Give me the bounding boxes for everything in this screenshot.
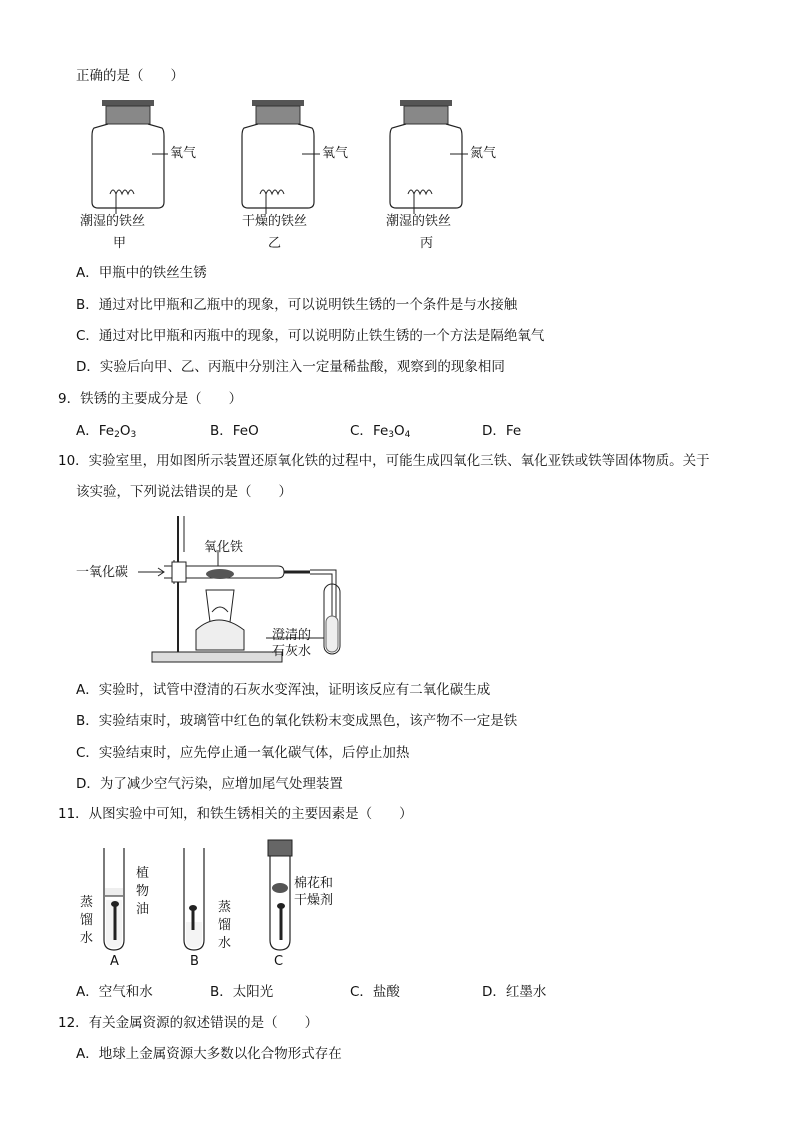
tube-a-label: A (110, 954, 119, 969)
q10-apparatus-figure (78, 512, 368, 670)
q11-stem: 11．从图实验中可知，和铁生锈相关的主要因素是（ ） (58, 806, 413, 822)
q9-stem: 9．铁锈的主要成分是（ ） (58, 391, 243, 407)
q10-option-a: A．实验时，试管中澄清的石灰水变浑浊，证明该反应有二氧化碳生成 (76, 682, 491, 698)
tube-c-agent-label-1: 棉花和 (294, 876, 334, 891)
q9-option-d: D．Fe (482, 423, 522, 439)
tube-a (104, 848, 124, 950)
q10-limewater-label-1: 澄清的 (272, 628, 312, 643)
q12-stem: 12．有关金属资源的叙述错误的是（ ） (58, 1015, 319, 1031)
bottle-bing-gas: 氮气 (470, 146, 497, 161)
tube-b-label: B (190, 954, 199, 969)
bottle-jia-gas: 氧气 (170, 146, 197, 161)
tube-a-water-label-3: 水 (80, 931, 94, 946)
bottle-yi (242, 100, 320, 214)
tube-a-water-label-1: 蒸 (80, 895, 94, 910)
q9-option-a: A．$Fe_2O_3$ (76, 423, 137, 440)
q10-limewater-label-2: 石灰水 (272, 644, 312, 659)
q10-stem-line1: 10．实验室里，用如图所示装置还原氧化铁的过程中，可能生成四氧化三铁、氧化亚铁或铁等固体物质。关于 (58, 453, 710, 469)
bottle-jia-name: 甲 (113, 236, 127, 251)
tube-a-oil-label-1: 植 (136, 866, 150, 881)
q10-option-c: C．实验结束时，应先停止通一氧化碳气体，后停止加热 (76, 745, 410, 761)
tube-c-label: C (274, 954, 284, 969)
q11-option-b: B．太阳光 (210, 984, 274, 1000)
tube-c (268, 840, 292, 950)
q8-option-c: C．通过对比甲瓶和丙瓶中的现象，可以说明防止铁生锈的一个方法是隔绝氧气 (76, 328, 545, 344)
bottle-yi-name: 乙 (268, 236, 282, 251)
bottle-yi-wire: 干燥的铁丝 (242, 214, 308, 229)
bottle-jia-wire: 潮湿的铁丝 (80, 214, 146, 229)
q8-option-b: B．通过对比甲瓶和乙瓶中的现象，可以说明铁生锈的一个条件是与水接触 (76, 297, 518, 313)
bottle-jia (92, 100, 168, 214)
q10-fe2o3-label: 氧化铁 (204, 540, 244, 555)
tube-a-water-label-2: 馏 (80, 913, 94, 928)
q8-intro: 正确的是（ ） (76, 68, 184, 84)
q11-option-a: A．空气和水 (76, 984, 153, 1000)
q8-option-d: D．实验后向甲、乙、丙瓶中分别注入一定量稀盐酸，观察到的现象相同 (76, 359, 505, 375)
tube-b-water-label-3: 水 (218, 936, 232, 951)
q9-option-c: C．$Fe_3O_4$ (350, 423, 411, 440)
q11-option-c: C．盐酸 (350, 984, 400, 1000)
q10-option-d: D．为了减少空气污染，应增加尾气处理装置 (76, 776, 343, 792)
tube-c-agent-label-2: 干燥剂 (294, 893, 334, 908)
tube-a-oil-label-2: 物 (136, 884, 150, 899)
bottle-bing-name: 丙 (420, 236, 434, 251)
q9-option-b: B．FeO (210, 423, 259, 439)
q11-option-d: D．红墨水 (482, 984, 547, 1000)
q10-co-label: 一氧化碳 (76, 565, 129, 580)
tube-b-water-label-1: 蒸 (218, 900, 232, 915)
q8-bottles-figure (80, 96, 520, 256)
q10-option-b: B．实验结束时，玻璃管中红色的氧化铁粉末变成黑色，该产物不一定是铁 (76, 713, 518, 729)
bottle-bing (390, 100, 468, 214)
q8-option-a: A．甲瓶中的铁丝生锈 (76, 265, 207, 281)
tube-a-oil-label-3: 油 (136, 902, 150, 917)
tube-b-water-label-2: 馏 (218, 918, 232, 933)
bottle-yi-gas: 氧气 (322, 146, 349, 161)
q10-stem-line2: 该实验，下列说法错误的是（ ） (76, 484, 292, 500)
tube-b (184, 848, 204, 950)
q12-option-a: A．地球上金属资源大多数以化合物形式存在 (76, 1046, 342, 1062)
bottle-bing-wire: 潮湿的铁丝 (386, 214, 452, 229)
